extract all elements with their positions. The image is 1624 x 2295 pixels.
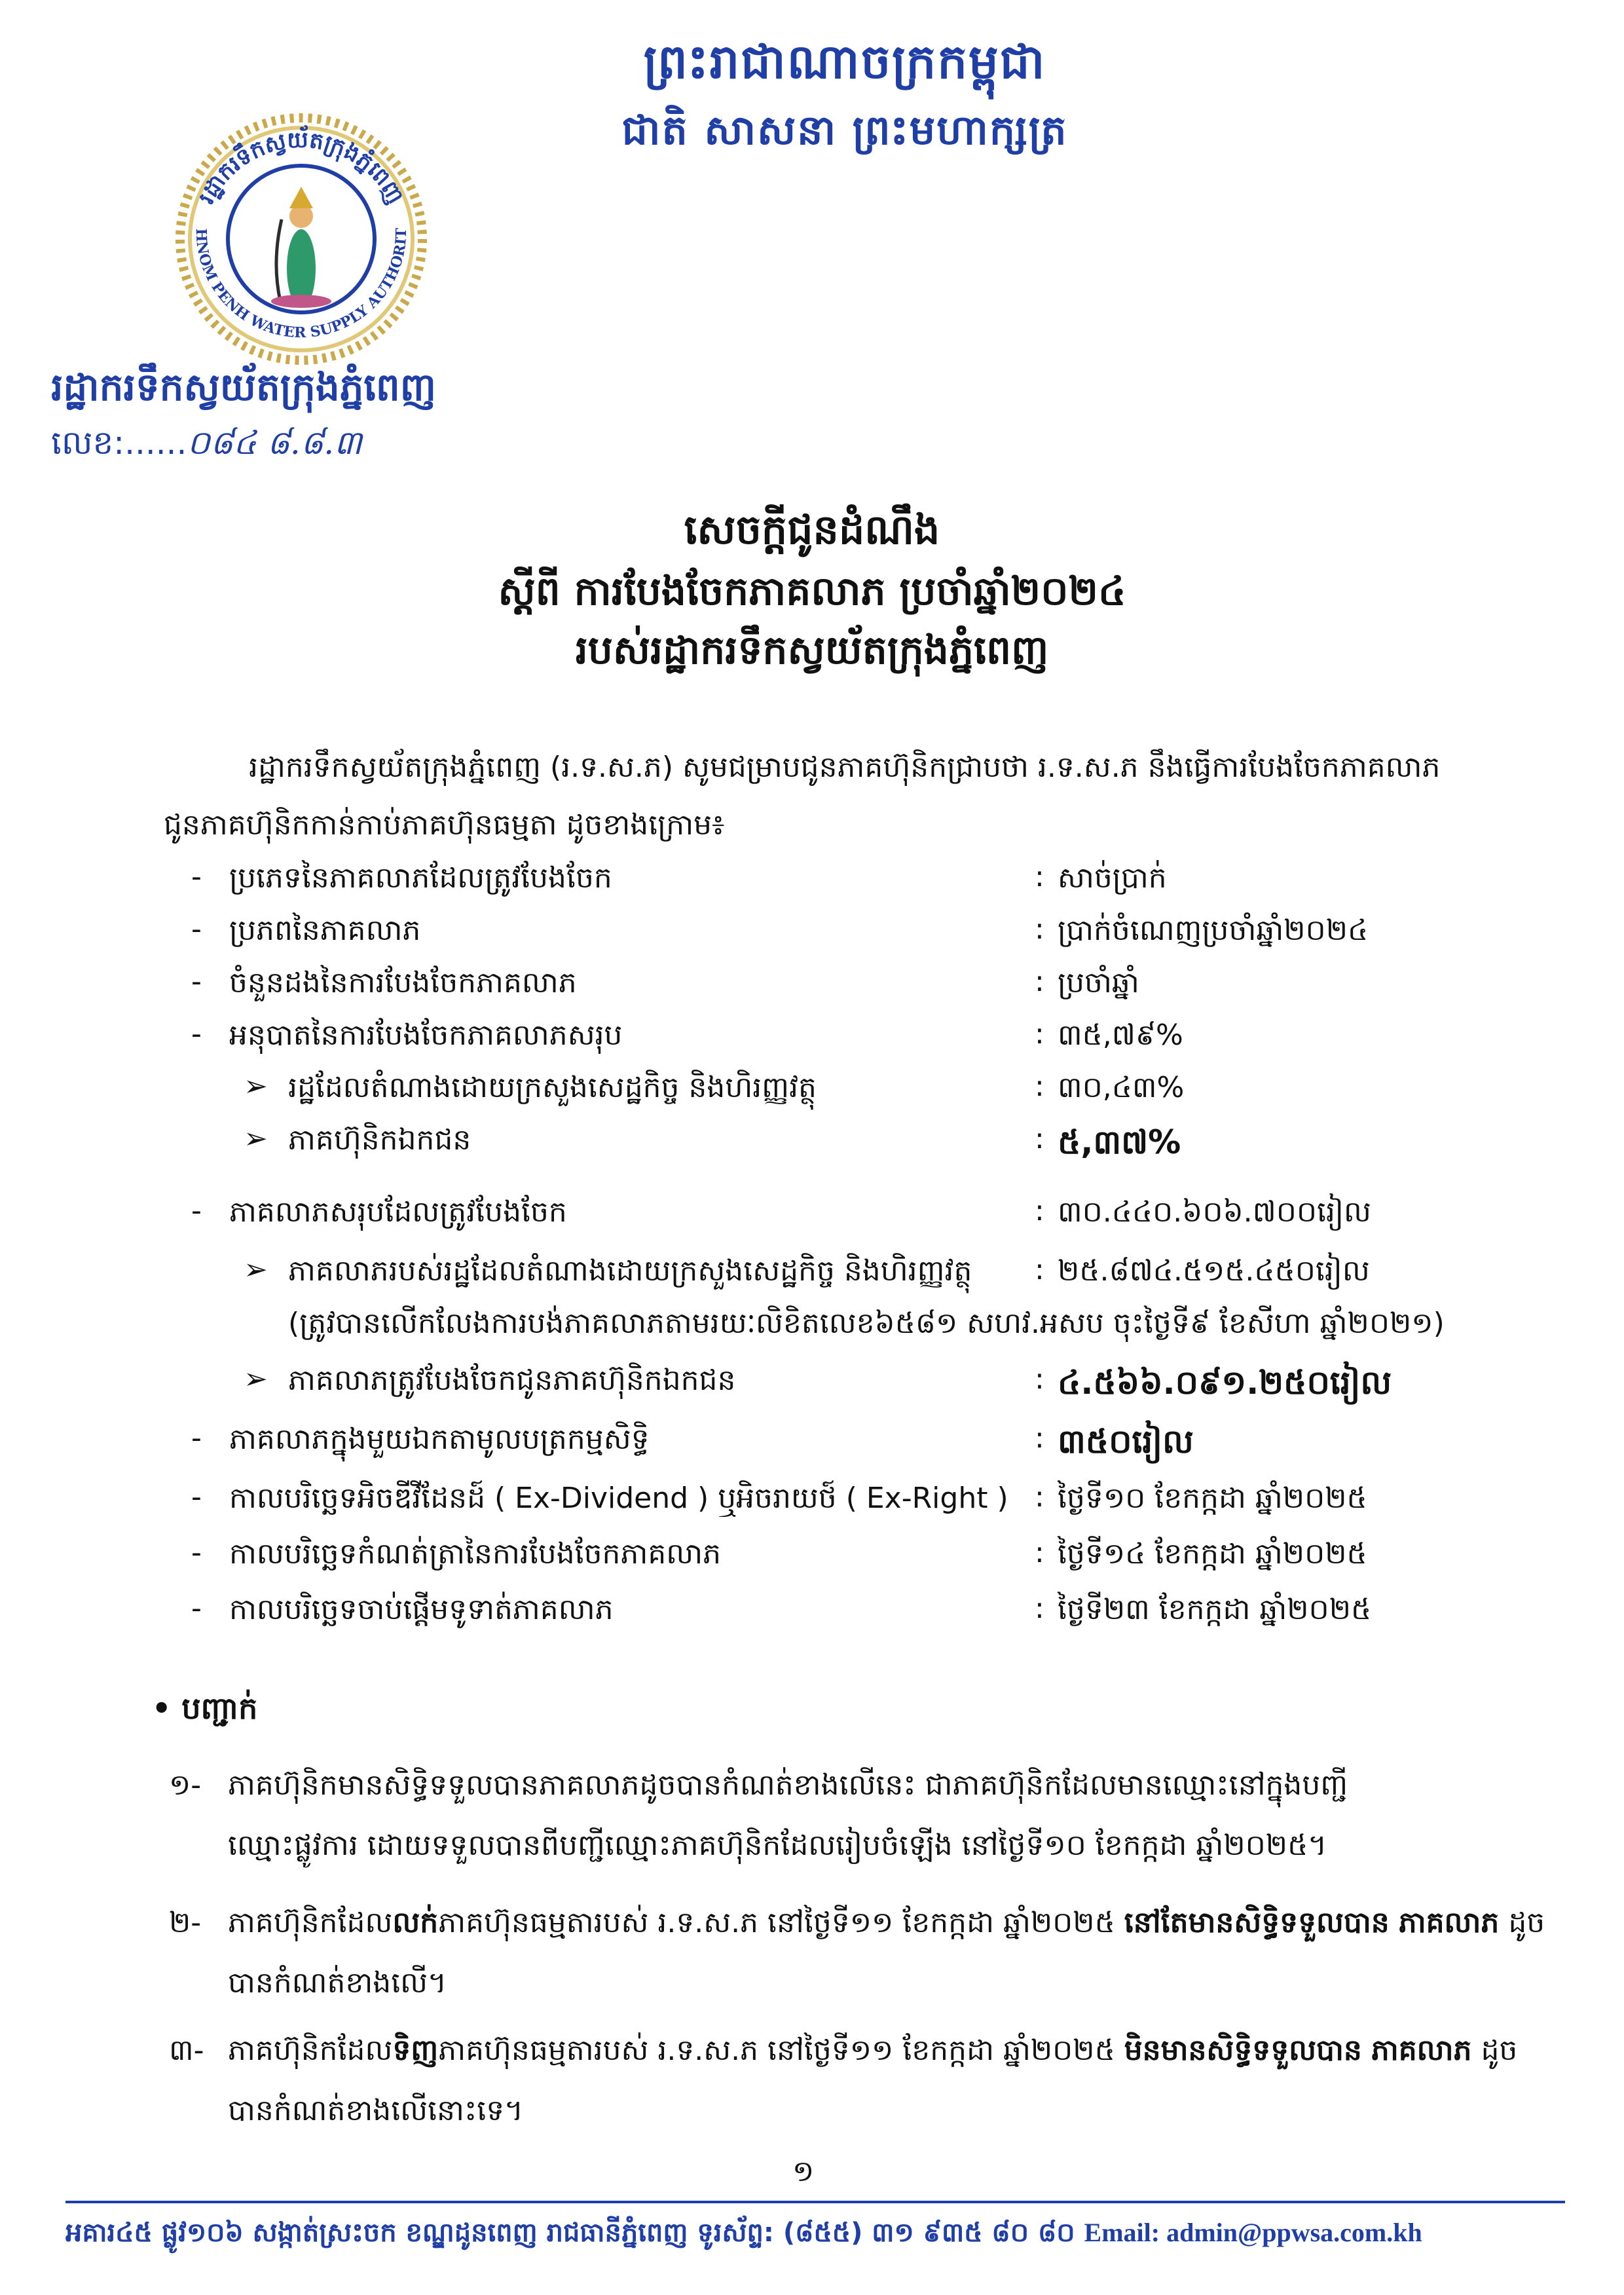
notice-issuer: របស់រដ្ឋាករទឹកស្វយ័តក្រុងភ្នំពេញ xyxy=(575,627,1049,673)
detail-label: រដ្ឋដែលតំណាងដោយក្រសួងសេដ្ឋកិច្ច និងហិរញ្ញវត្ថុ xyxy=(288,1071,817,1104)
notice-title: សេចក្តីជូនដំណឹង xyxy=(684,506,940,553)
colon: : xyxy=(1035,1017,1044,1051)
dash-marker: - xyxy=(191,1421,202,1455)
colon: : xyxy=(1035,860,1044,893)
intro-line: ជូនភាគហ៊ុនិកកាន់កាប់ភាគហ៊ុនធម្មតា ដូចខាងក្រោម៖ xyxy=(164,808,725,842)
colon: : xyxy=(1035,1194,1044,1227)
detail-row xyxy=(0,1194,1624,1246)
detail-value: ថ្ងៃទី១០ ខែកក្កដា ឆ្នាំ២០២៥ xyxy=(1058,1482,1367,1515)
detail-label: កាលបរិច្ឆេទចាប់ផ្តើមទូទាត់ភាគលាភ xyxy=(229,1593,614,1626)
note-emphasis: នៅតែមានសិទ្ធិទទួលបាន xyxy=(1124,1906,1390,1939)
detail-label: កាលបរិច្ឆេទកំណត់ត្រានៃការបែងចែកភាគលាភ xyxy=(229,1537,722,1571)
ppwsa-logo xyxy=(164,105,439,373)
svg-text:រដ្ឋាករទឹកស្វយ័តក្រុងភ្នំពេញ: រដ្ឋាករទឹកស្វយ័តក្រុងភ្នំពេញ xyxy=(193,126,409,208)
detail-label: ភាគលាភក្នុងមួយឯកតាមូលបត្រកម្មសិទ្ធិ xyxy=(229,1423,650,1456)
colon: : xyxy=(1035,1070,1044,1103)
detail-value: ប្រាក់ចំណេញប្រចាំឆ្នាំ២០២៤ xyxy=(1058,914,1369,947)
note-fragment: ភាគហ៊ុនិកដែល xyxy=(228,2034,393,2067)
handwritten-reference: ០៨៤ ៨.៨.៣ xyxy=(187,424,362,462)
detail-row xyxy=(0,860,1624,912)
note-text xyxy=(228,1893,1560,2013)
note-emphasis: ទិញ xyxy=(392,2034,439,2067)
detail-subrow xyxy=(0,1253,1624,1305)
detail-value: ៣៥,៧៩% xyxy=(1058,1018,1183,1052)
dash-marker: - xyxy=(191,860,202,893)
dash-marker: - xyxy=(191,1194,202,1227)
detail-row xyxy=(0,1017,1624,1070)
note-number: ៣- xyxy=(169,2034,204,2067)
organization-name: រដ្ឋាករទឹកស្វយ័តក្រុងភ្នំពេញ xyxy=(51,365,436,409)
detail-row xyxy=(0,912,1624,965)
intro-line: រដ្ឋាករទឹកស្វយ័តក្រុងភ្នំពេញ (រ.ទ.ស.ភ) សូមជម្រាបជូនភាគហ៊ុនិកជ្រាបថា រ.ទ.ស.ភ នឹងធ្វើការបែងចែកភាគលាភ xyxy=(249,751,1441,784)
dash-marker: - xyxy=(191,1536,202,1569)
detail-value: ៣០.៤៤០.៦០៦.៧០០រៀល xyxy=(1058,1195,1371,1229)
page-number: ១ xyxy=(792,2155,815,2188)
detail-subrow xyxy=(0,1362,1624,1415)
intro-paragraph xyxy=(164,739,1519,854)
note-emphasis: លក់ xyxy=(392,1906,439,1939)
colon: : xyxy=(1035,1421,1044,1455)
note-fragment: ភាគហ៊ុនិកដែល xyxy=(228,1906,393,1939)
colon: : xyxy=(1035,1362,1044,1396)
detail-value: ប្រចាំឆ្នាំ xyxy=(1058,966,1139,999)
note-emphasis: ភាគលាភ xyxy=(1398,1906,1500,1939)
reference-dots: ...... xyxy=(124,424,187,462)
detail-row xyxy=(0,965,1624,1017)
detail-label: ភាគហ៊ុនិកឯកជន xyxy=(288,1123,471,1157)
note-number: ១- xyxy=(169,1768,202,1802)
detail-row xyxy=(0,1421,1624,1474)
exemption-note: (ត្រូវបានលើកលែងការបង់ភាគលាភតាមរយៈលិខិតលេខ៦៥៨១ សហវ.អសប ចុះថ្ងៃទី៩ ខែសីហា ឆ្នាំ២០២១) xyxy=(288,1307,1445,1340)
reference-number xyxy=(51,422,362,470)
note-text xyxy=(228,2021,1560,2141)
footer-email: admin@ppwsa.com.kh xyxy=(1166,2218,1422,2247)
notes-heading: • បញ្ជាក់ xyxy=(152,1690,258,1726)
colon: : xyxy=(1035,1480,1044,1514)
detail-value: ៣៥០រៀល xyxy=(1058,1423,1194,1461)
arrow-marker: ➢ xyxy=(244,1253,268,1286)
detail-subrow xyxy=(0,1070,1624,1122)
detail-value: ៣០,៤៣% xyxy=(1058,1071,1185,1104)
footer-contact xyxy=(65,2216,1565,2254)
detail-label: កាលបរិច្ឆេទអិចឌីវីដែនដ៍ ( Ex-Dividend ) ឬអិចរាយថ៍ ( Ex-Right ) xyxy=(229,1482,1008,1515)
reference-label: លេខ: xyxy=(51,424,125,462)
note-line: ឈ្មោះផ្លូវការ ដោយទទួលបានពីបញ្ជីឈ្មោះភាគហ៊ុនិកដែលរៀបចំឡើង នៅថ្ងៃទី១០ ខែកក្កដា ឆ្នាំ២០២៥។ xyxy=(228,1829,1327,1862)
colon: : xyxy=(1035,912,1044,946)
detail-row xyxy=(0,1592,1624,1644)
detail-value: ថ្ងៃទី១៤ ខែកក្កដា ឆ្នាំ២០២៥ xyxy=(1058,1537,1367,1571)
note-fragment: ភាគហ៊ុនធម្មតារបស់ រ.ទ.ស.ភ នៅថ្ងៃទី១១ ខែកក្កដា ឆ្នាំ២០២៥ xyxy=(438,2034,1124,2067)
dash-marker: - xyxy=(191,912,202,946)
dash-marker: - xyxy=(191,1480,202,1514)
note-emphasis: មិនមានសិទ្ធិទទួលបាន xyxy=(1124,2034,1362,2067)
note-fragment: ដូចបានកំណត់ខាងលើនោះទេ។ xyxy=(228,2034,1518,2127)
colon: : xyxy=(1035,1122,1044,1155)
detail-value: ៥,៣៧% xyxy=(1058,1123,1181,1161)
footer-divider xyxy=(65,2201,1565,2203)
detail-label: ប្រភេទនៃភាគលាភដែលត្រូវបែងចែក xyxy=(229,861,612,895)
arrow-marker: ➢ xyxy=(244,1122,268,1155)
arrow-marker: ➢ xyxy=(244,1362,268,1396)
detail-label: អនុបាតនៃការបែងចែកភាគលាភសរុប xyxy=(229,1018,623,1052)
national-motto: ជាតិ សាសនា ព្រះមហាក្សត្រ xyxy=(621,106,1068,154)
svg-text:PHNOM PENH WATER SUPPLY AUTHOR: HNOM PENH WATER SUPPLY AUTHORIT xyxy=(192,227,411,342)
detail-value: ថ្ងៃទី២៣ ខែកក្កដា ឆ្នាំ២០២៥ xyxy=(1058,1593,1372,1626)
detail-value: សាច់ប្រាក់ xyxy=(1058,861,1167,895)
note-text xyxy=(228,1755,1560,1876)
colon: : xyxy=(1035,1536,1044,1569)
footer-address: អគារ៤៥ ផ្លូវ១០៦ សង្កាត់ស្រះចក ខណ្ឌដូនពេញ រាជធានីភ្នំពេញ ទូរស័ព្ទ: (៨៥៥) ៣១ ៩៣៥ ៨០ ៨០ xyxy=(65,2218,1084,2248)
detail-value: ២៥.៨៧៤.៥១៥.៤៥០រៀល xyxy=(1058,1254,1370,1288)
detail-value: ៤.៥៦៦.០៩១.២៥០រៀល xyxy=(1058,1364,1392,1402)
kingdom-heading: ព្រះរាជាណាចក្រកម្ពុជា xyxy=(643,34,1046,89)
notes-heading-text: បញ្ជាក់ xyxy=(181,1690,258,1726)
notice-subject: ស្តីពី ការបែងចែកភាគលាភ ប្រចាំឆ្នាំ២០២៤ xyxy=(498,569,1126,614)
note-number: ២- xyxy=(169,1906,202,1939)
dash-marker: - xyxy=(191,1592,202,1625)
detail-row xyxy=(0,1536,1624,1588)
detail-label: ចំនួនដងនៃការបែងចែកភាគលាភ xyxy=(229,966,577,999)
arrow-marker: ➢ xyxy=(244,1070,268,1103)
detail-row xyxy=(0,1480,1624,1533)
detail-label: ប្រភពនៃភាគលាភ xyxy=(229,914,421,947)
dash-marker: - xyxy=(191,1017,202,1051)
dash-marker: - xyxy=(191,965,202,998)
detail-label: ភាគលាភរបស់រដ្ឋដែលតំណាងដោយក្រសួងសេដ្ឋកិច្ច និងហិរញ្ញវត្ថុ xyxy=(288,1254,972,1288)
note-fragment: ភាគហ៊ុនធម្មតារបស់ រ.ទ.ស.ភ នៅថ្ងៃទី១១ ខែកក្កដា ឆ្នាំ២០២៥ xyxy=(438,1906,1124,1939)
detail-label: ភាគលាភសរុបដែលត្រូវបែងចែក xyxy=(229,1195,567,1229)
note-fragment: ដូចបានកំណត់ខាងលើ។ xyxy=(228,1906,1545,2000)
colon: : xyxy=(1035,1253,1044,1286)
note-line: ភាគហ៊ុនិកមានសិទ្ធិទទួលបានភាគលាភដូចបានកំណត់ខាងលើនេះ ជាភាគហ៊ុនិកដែលមានឈ្មោះនៅក្នុងបញ្ជី xyxy=(228,1768,1348,1802)
note-emphasis: ភាគលាភ xyxy=(1371,2034,1472,2067)
colon: : xyxy=(1035,1592,1044,1625)
footer-email-label: Email: xyxy=(1084,2218,1167,2247)
detail-label: ភាគលាភត្រូវបែងចែកជូនភាគហ៊ុនិកឯកជន xyxy=(288,1364,736,1397)
detail-subrow xyxy=(0,1122,1624,1174)
colon: : xyxy=(1035,965,1044,998)
